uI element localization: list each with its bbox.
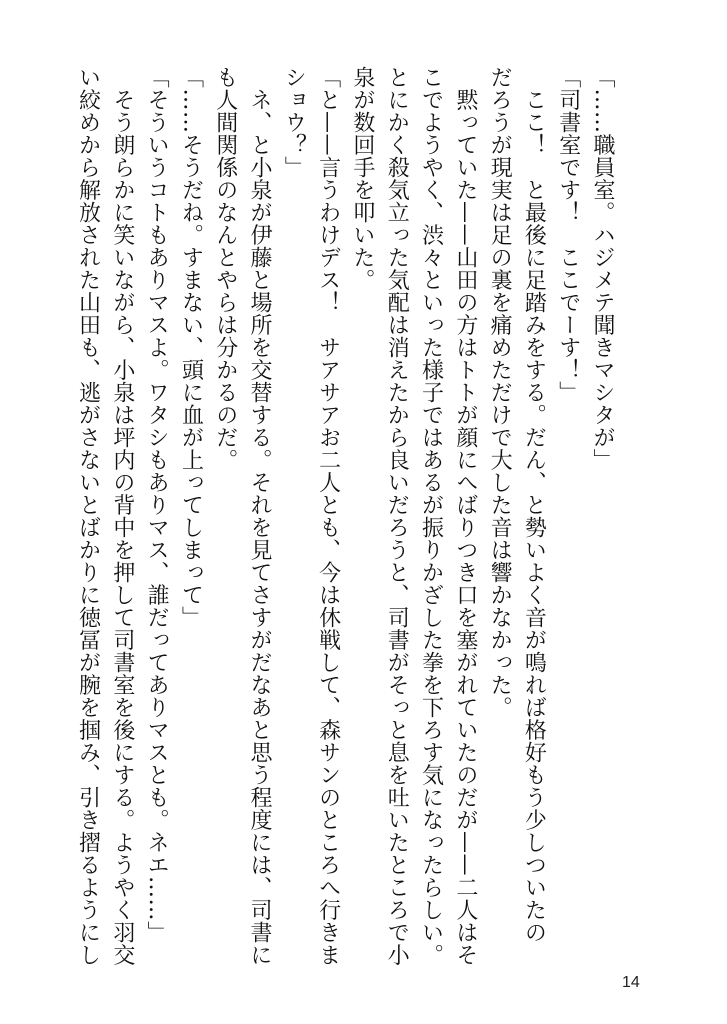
text-line: こでようやく、渋々といった様子ではあるが振りかざした拳を下ろす気になったらしい。 <box>418 66 444 966</box>
text-line: 黙っていた——山田の方はトトが顔にへばりつき口を塞がれていたのだが——二人はそ <box>452 66 478 966</box>
text-line: 「……職員室。ハジメテ聞きマシタが」 <box>590 66 615 471</box>
text-line: も人間関係のなんとやらは分かるのだ。 <box>212 66 238 471</box>
text-line: 「そういうコトもありマスよ。ワタシもありマス、誰だってありマスとも。ネエ……」 <box>144 66 170 944</box>
page-number: 14 <box>622 974 640 991</box>
text-line: 「司書室です！ ここでーす！」 <box>555 66 581 404</box>
text-line: い絞めから解放された山田も、逃がさないとばかりに徳冨が腕を掴み、引き摺るようにし <box>75 66 101 966</box>
text-line: そう朗らかに笑いながら、小泉は坪内の背中を押して司書室を後にする。ようやく羽交 <box>109 66 135 966</box>
text-line: ここ！ と最後に足踏みをする。だん、と勢いよく音が鳴れば格好もう少しついたの <box>521 66 547 944</box>
text-line: ネ、と小泉が伊藤と場所を交替する。それを見てさすがだなあと思う程度には、司書に <box>247 66 273 966</box>
text-line: ショウ？」 <box>281 66 307 179</box>
text-line: 「と——言うわけデス！ サアサアお二人とも、今は休戦して、森サンのところへ行きま <box>315 66 341 966</box>
text-line: 泉が数回手を叩いた。 <box>349 66 375 291</box>
text-line: とにかく殺気立った気配は消えたから良いだろうと、司書がそっと息を吐いたところで小 <box>384 66 410 966</box>
text-line: 「……そうだね。すまない、頭に血が上ってしまって」 <box>178 66 204 629</box>
vertical-text-body <box>70 66 619 966</box>
text-line: だろうが現実は足の裏を痛めただけで大した音は響かなかった。 <box>487 66 513 719</box>
